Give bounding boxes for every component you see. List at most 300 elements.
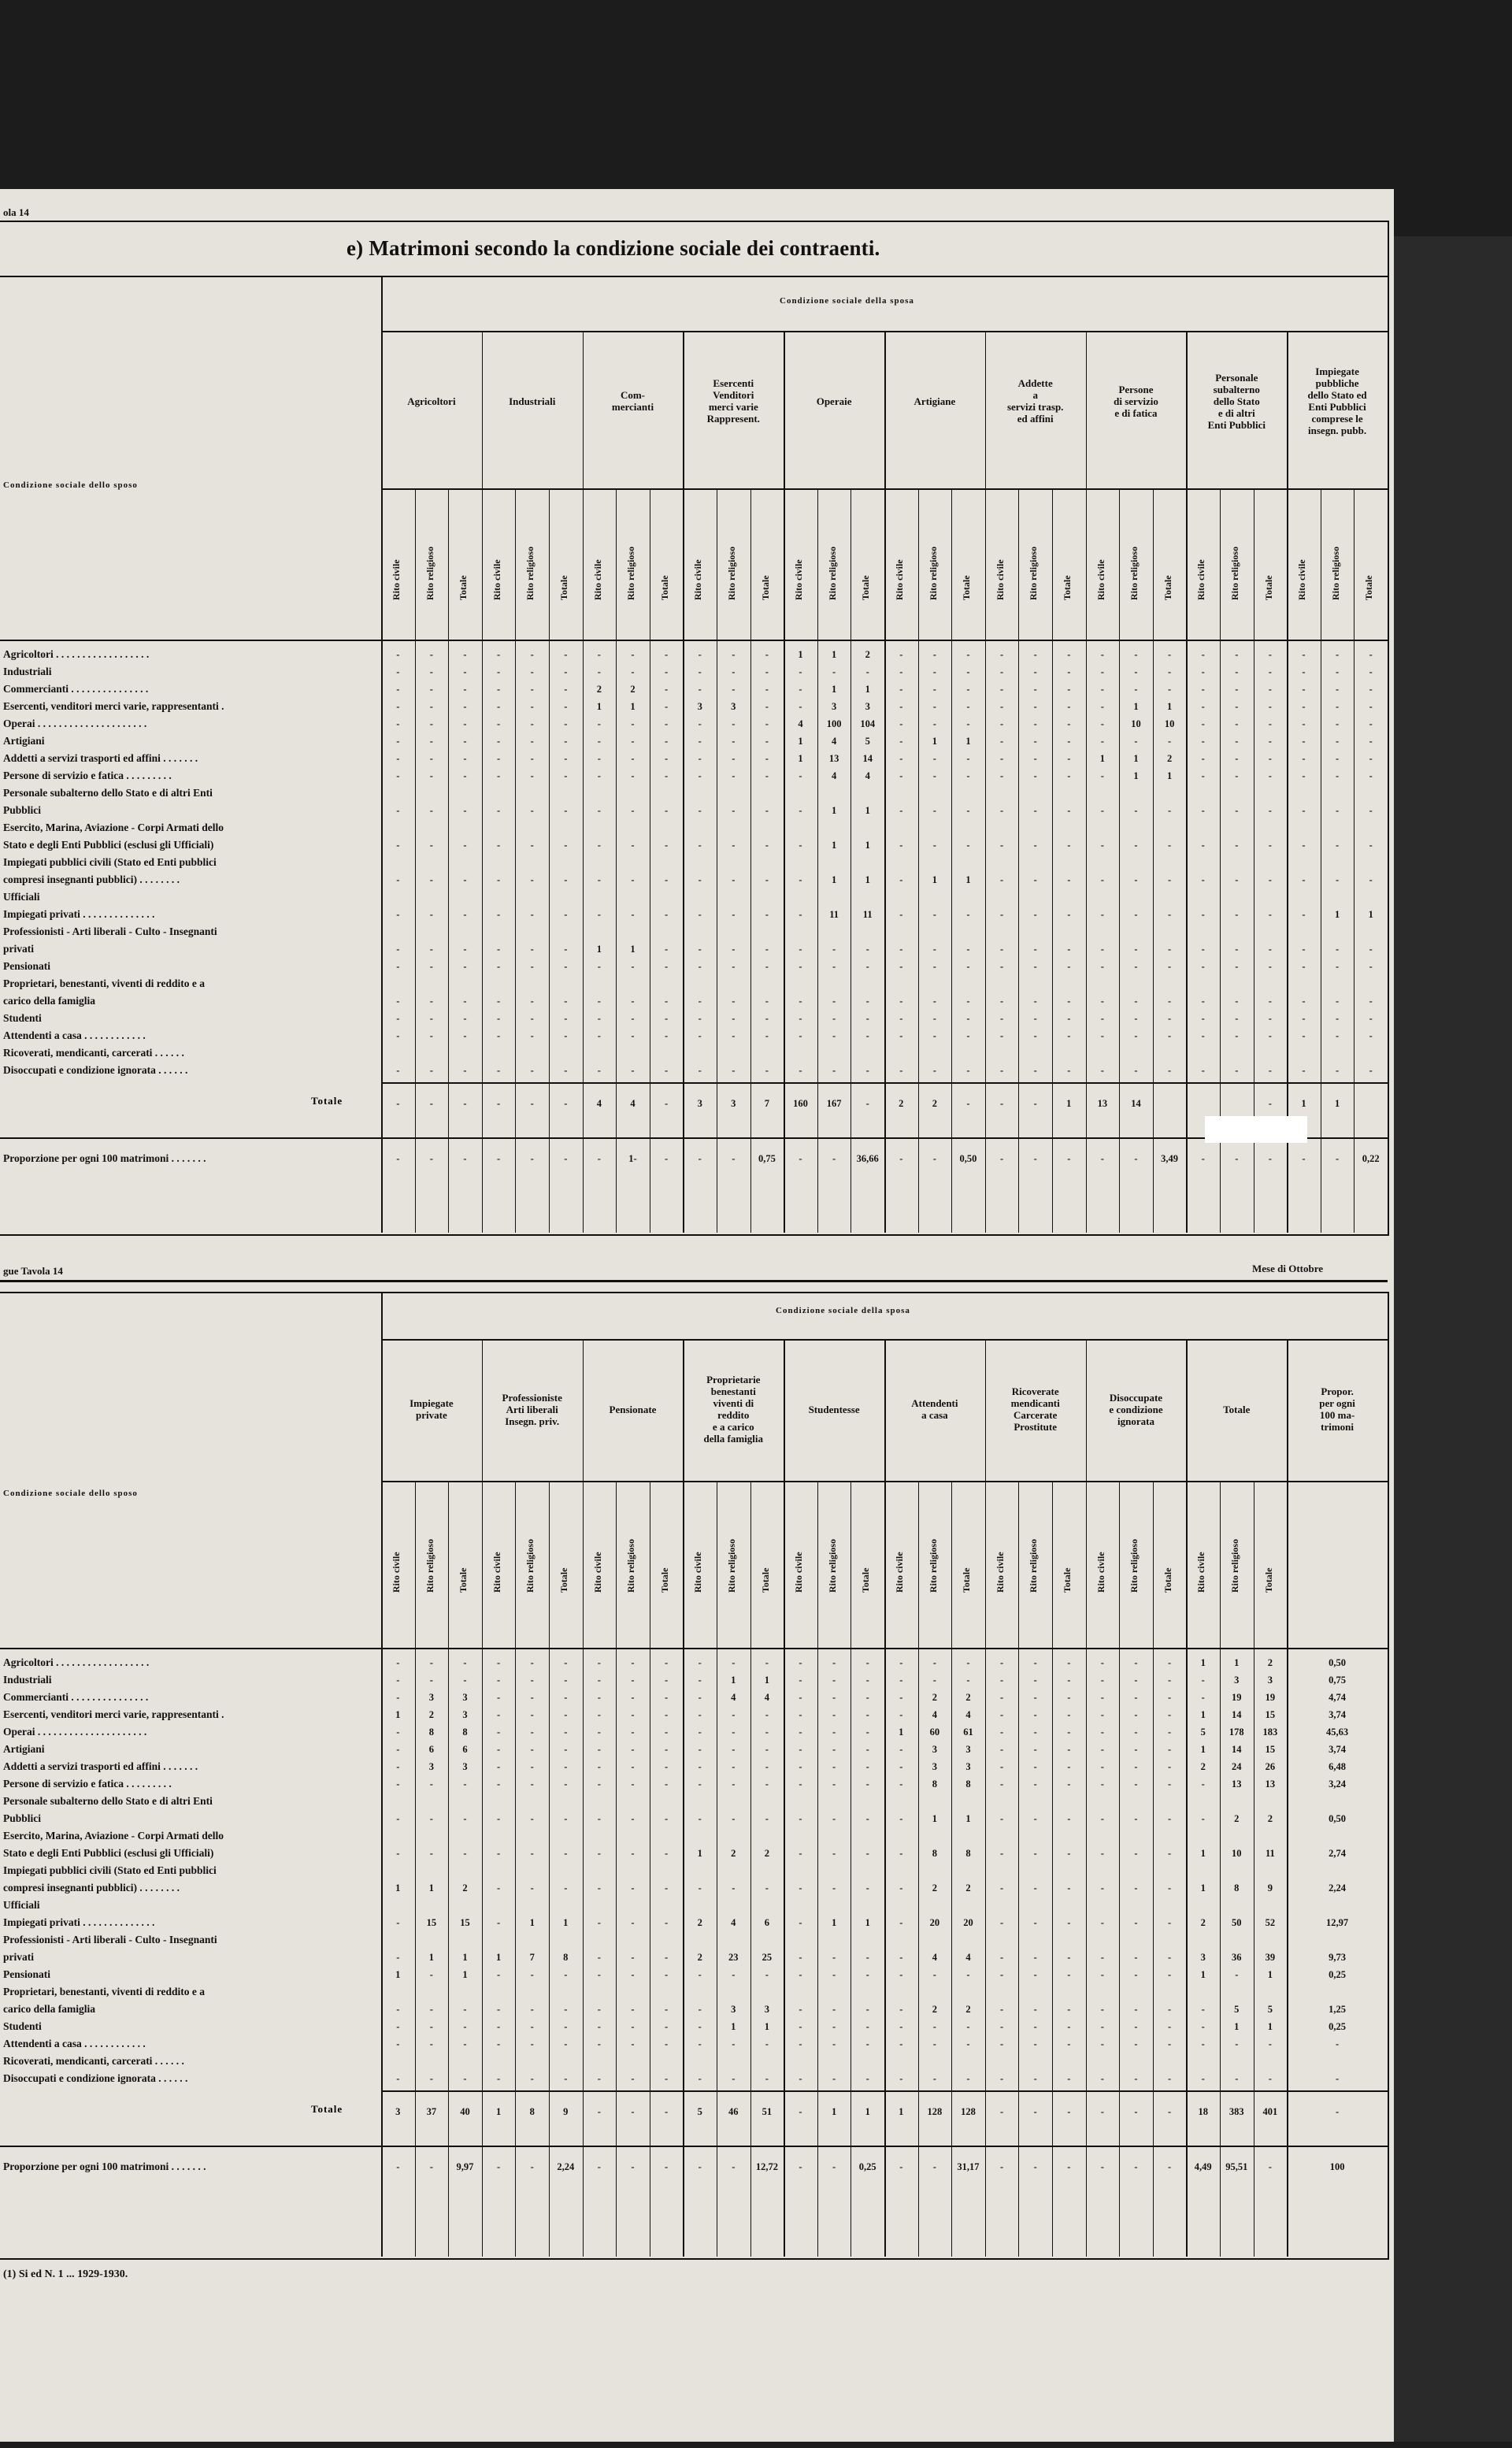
table-cell: -	[1235, 718, 1239, 729]
table-cell: -	[799, 1952, 802, 1963]
table-cell: -	[564, 770, 568, 781]
table-cell: 4	[831, 736, 837, 747]
table-cell: -	[463, 1657, 467, 1668]
proportion-cell: -	[1000, 2161, 1004, 2172]
table-cell: -	[1268, 840, 1272, 851]
table-cell: -	[1201, 684, 1205, 695]
table-cell: -	[1168, 1813, 1172, 1824]
table-cell: -	[865, 961, 869, 972]
table-cell: -	[564, 1969, 568, 1980]
table-cell: -	[597, 1744, 601, 1755]
table-cell: -	[1235, 1030, 1239, 1041]
table-cell: -	[1168, 1969, 1172, 1980]
table-cell: -	[899, 1761, 903, 1772]
table-cell: 1,25	[1329, 2004, 1347, 2015]
table-cell: -	[1134, 996, 1138, 1007]
table-cell: 15	[1265, 1709, 1276, 1720]
rule	[1052, 488, 1053, 1233]
table-cell: -	[1168, 1727, 1172, 1738]
table-cell: 1	[1200, 1744, 1206, 1755]
table-cell: -	[497, 1727, 501, 1738]
table-cell: -	[765, 996, 769, 1007]
table-cell: -	[1268, 1013, 1272, 1024]
table-cell: -	[1168, 666, 1172, 677]
table-cell: -	[1033, 874, 1037, 885]
table-cell: -	[665, 1744, 669, 1755]
table-cell: -	[1336, 718, 1340, 729]
table-cell: -	[1067, 1727, 1071, 1738]
table-cell: -	[1100, 649, 1104, 660]
table-cell: -	[698, 2073, 702, 2084]
table-cell: 20	[929, 1917, 940, 1928]
subcolumn-label: Totale	[658, 575, 670, 600]
rule	[850, 1481, 851, 2257]
subcolumn-label: Totale	[1162, 575, 1173, 600]
row-label: Addetti a servizi trasporti ed affini . . . . . . .	[3, 1760, 198, 1772]
table-cell: -	[597, 1709, 601, 1720]
table-cell: -	[463, 805, 467, 816]
proportion-cell: 3,49	[1161, 1153, 1179, 1164]
row-label: Persone di servizio e fatica . . . . . . . . .	[3, 770, 172, 781]
table-cell: -	[1000, 1013, 1004, 1024]
rule	[1018, 488, 1019, 1233]
table-cell: -	[530, 684, 534, 695]
table-cell: -	[799, 2038, 802, 2049]
table-cell: 25	[762, 1952, 773, 1963]
row-label: carico della famiglia	[3, 995, 95, 1007]
table-cell: 1	[965, 874, 971, 885]
table-cell: -	[1134, 1030, 1138, 1041]
subcolumn-label: Rito civile	[793, 1552, 805, 1593]
table-cell: -	[429, 1013, 433, 1024]
table-cell: -	[698, 666, 702, 677]
table-cell: -	[1134, 2004, 1138, 2015]
total-cell: -	[1000, 2106, 1004, 2117]
table-cell: -	[497, 2021, 501, 2032]
table-cell: -	[564, 1013, 568, 1024]
table-cell: 1	[764, 1675, 770, 1686]
table-cell: -	[966, 684, 970, 695]
subcolumn-label: Rito religioso	[1028, 546, 1040, 600]
table-cell: -	[1067, 770, 1071, 781]
table-cell: -	[966, 1013, 970, 1024]
table-cell: -	[1067, 1744, 1071, 1755]
proportion-cell: -	[1033, 1153, 1037, 1164]
table-cell: -	[1302, 770, 1306, 781]
table-cell: -	[966, 1969, 970, 1980]
table-cell: -	[1100, 805, 1104, 816]
table-cell: -	[765, 2038, 769, 2049]
table-cell: -	[497, 701, 501, 712]
table-cell: -	[564, 736, 568, 747]
table-cell: -	[732, 1969, 736, 1980]
table-cell: -	[732, 770, 736, 781]
table-cell: -	[497, 2004, 501, 2015]
table-cell: -	[631, 1779, 635, 1790]
total-cell: 128	[927, 2106, 943, 2117]
table-cell: -	[665, 840, 669, 851]
table-cell: -	[429, 909, 433, 920]
table-cell: -	[1033, 805, 1037, 816]
table-cell: -	[1100, 2004, 1104, 2015]
table-cell: 2	[965, 1882, 971, 1893]
table-cell: -	[497, 1657, 501, 1668]
total-cell: 40	[460, 2106, 470, 2117]
proportion-cell: -	[698, 2161, 702, 2172]
table-cell: -	[899, 1848, 903, 1859]
table-cell: -	[832, 1675, 836, 1686]
subcolumn-label: Rito civile	[793, 559, 805, 600]
table-cell: -	[396, 1779, 400, 1790]
group-header: Addette a servizi trasp. ed affini	[1006, 377, 1064, 425]
table-cell: -	[732, 1013, 736, 1024]
table-cell: 3	[428, 1761, 435, 1772]
table-cell: -	[1369, 944, 1373, 955]
table-cell: -	[698, 1969, 702, 1980]
table-cell: -	[631, 666, 635, 677]
table-cell: -	[1235, 1065, 1239, 1076]
subcolumn-label: Totale	[658, 1567, 670, 1593]
table-cell: -	[832, 1848, 836, 1859]
table-cell: -	[1134, 2073, 1138, 2084]
proportion-cell: -	[564, 1153, 568, 1164]
total-cell: 2	[932, 1098, 938, 1109]
table-cell: -	[530, 1727, 534, 1738]
proportion-cell: 4,49	[1194, 2161, 1212, 2172]
rule	[0, 640, 1388, 641]
table-cell: -	[899, 1917, 903, 1928]
subcolumn-label: Rito religioso	[1229, 546, 1240, 600]
table-cell: 3	[731, 701, 736, 712]
table-cell: -	[966, 961, 970, 972]
table-cell: -	[1302, 753, 1306, 764]
table-cell: -	[899, 1692, 903, 1703]
row-label: Artigiani	[3, 735, 45, 747]
table-cell: 2	[932, 2004, 938, 2015]
table-cell: -	[865, 1848, 869, 1859]
table-cell: -	[1168, 874, 1172, 885]
proportion-cell: -	[1134, 2161, 1138, 2172]
table-cell: -	[597, 840, 601, 851]
proportion-cell: -	[530, 1153, 534, 1164]
table-cell: -	[732, 1709, 736, 1720]
table-cell: -	[899, 1744, 903, 1755]
table-cell: -	[732, 2073, 736, 2084]
table-cell: -	[1033, 1813, 1037, 1824]
group-header: Attendenti a casa	[911, 1397, 958, 1421]
table-cell: 1	[932, 874, 938, 885]
table-cell: -	[765, 1761, 769, 1772]
table-cell: -	[899, 909, 903, 920]
table-cell: -	[530, 2038, 534, 2049]
table-cell: -	[1168, 1013, 1172, 1024]
table-cell: -	[765, 701, 769, 712]
table-cell: -	[899, 770, 903, 781]
total-cell: 51	[762, 2106, 773, 2117]
row-label: Professionisti - Arti liberali - Culto - Insegnanti	[3, 1934, 217, 1945]
table-cell: 3,74	[1329, 1709, 1347, 1720]
table-cell: -	[497, 718, 501, 729]
table-cell: 4	[965, 1709, 971, 1720]
table-cell: -	[698, 770, 702, 781]
table-cell: 2	[1234, 1813, 1240, 1824]
table-cell: 8	[965, 1848, 971, 1859]
table-cell: -	[865, 2004, 869, 2015]
table-cell: -	[429, 2073, 433, 2084]
corner-label-top: ola 14	[3, 206, 29, 218]
group-header: Impiegate private	[410, 1397, 454, 1421]
table-cell: -	[932, 2038, 936, 2049]
table-cell: -	[564, 649, 568, 660]
table-cell: -	[1033, 1848, 1037, 1859]
table-cell: -	[966, 753, 970, 764]
row-label: Addetti a servizi trasporti ed affini . . . . . . .	[3, 752, 198, 764]
table-cell: -	[1067, 666, 1071, 677]
table-cell: -	[899, 840, 903, 851]
table-cell: 2	[1267, 1813, 1273, 1824]
table-cell: -	[1369, 736, 1373, 747]
table-cell: -	[1201, 1675, 1205, 1686]
table-cell: 1	[1200, 1709, 1206, 1720]
table-cell: -	[1201, 736, 1205, 747]
table-cell: -	[665, 2021, 669, 2032]
table-cell: -	[765, 684, 769, 695]
row-label: Esercenti, venditori merci varie, rappresentanti .	[3, 1708, 224, 1720]
total-cell: 46	[728, 2106, 739, 2117]
total-cell	[1221, 1095, 1253, 1112]
table-cell: 45,63	[1326, 1727, 1349, 1738]
table-cell: -	[463, 2021, 467, 2032]
table-cell: -	[698, 1727, 702, 1738]
table-cell: -	[1268, 649, 1272, 660]
table-cell: 15	[426, 1917, 437, 1928]
row-label: Studenti	[3, 1012, 42, 1024]
total-cell: 2	[899, 1098, 904, 1109]
table-cell: -	[1369, 666, 1373, 677]
table-cell: -	[1134, 874, 1138, 885]
table-cell: -	[665, 996, 669, 1007]
row-label: Industriali	[3, 666, 52, 677]
proportion-cell: -	[1168, 2161, 1172, 2172]
table-cell: -	[1067, 1761, 1071, 1772]
table-cell: -	[1201, 1692, 1205, 1703]
table-cell: -	[732, 1065, 736, 1076]
table-cell: -	[1369, 1013, 1373, 1024]
totals-label: Totale	[311, 2103, 343, 2115]
table-cell: -	[765, 666, 769, 677]
table-cell: -	[1100, 1709, 1104, 1720]
group-header: Industriali	[509, 395, 556, 407]
table-cell: -	[1033, 1779, 1037, 1790]
table-cell: -	[665, 874, 669, 885]
table-cell: 3	[831, 701, 837, 712]
total-cell: -	[631, 2106, 635, 2117]
table-cell: 26	[1265, 1761, 1276, 1772]
table-cell: 1	[1200, 1882, 1206, 1893]
table-cell: -	[966, 666, 970, 677]
table-cell: -	[799, 1657, 802, 1668]
table-cell: -	[698, 961, 702, 972]
total-cell: 7	[764, 1098, 770, 1109]
table-cell: -	[631, 2038, 635, 2049]
table-cell: -	[463, 840, 467, 851]
table-cell: -	[396, 2073, 400, 2084]
table-cell: -	[1000, 649, 1004, 660]
group-header: Ricoverate mendicanti Carcerate Prostitute	[1010, 1385, 1060, 1433]
row-label: Personale subalterno dello Stato e di altri Enti	[3, 787, 213, 799]
row-label: Artigiani	[3, 1743, 45, 1755]
total-cell: -	[1168, 2106, 1172, 2117]
table-cell: 2	[965, 1692, 971, 1703]
table-cell: -	[1268, 909, 1272, 920]
table-cell: 15	[1265, 1744, 1276, 1755]
table-cell: -	[1201, 1013, 1205, 1024]
table-cell: 2	[865, 649, 870, 660]
table-cell: 24	[1232, 1761, 1242, 1772]
table-cell: -	[429, 874, 433, 885]
table-cell: -	[1033, 1065, 1037, 1076]
table-cell: -	[1168, 2004, 1172, 2015]
table-cell: -	[530, 1657, 534, 1668]
table-cell: -	[497, 1744, 501, 1755]
table-cell: -	[429, 1030, 433, 1041]
table-cell: -	[1268, 961, 1272, 972]
table-cell: -	[865, 2021, 869, 2032]
group-header: Persone di servizio e di fatica	[1114, 383, 1158, 419]
table-cell: 1	[697, 1848, 702, 1859]
table-cell: 2,24	[1329, 1882, 1347, 1893]
table-cell: -	[631, 961, 635, 972]
table-cell: 104	[860, 718, 876, 729]
table-cell: 1	[630, 701, 636, 712]
proportion-label: Proporzione per ogni 100 matrimoni . . . . . . .	[3, 1152, 206, 1164]
subcolumn-label: Rito civile	[894, 559, 905, 600]
table-cell: -	[1302, 805, 1306, 816]
table-cell: -	[1235, 684, 1239, 695]
rule	[616, 488, 617, 1233]
table-cell: -	[1201, 2004, 1205, 2015]
row-label: Esercenti, venditori merci varie, rappresentanti .	[3, 700, 224, 712]
table-cell: 14	[862, 753, 873, 764]
rule	[1153, 1481, 1154, 2257]
table-cell: -	[463, 2004, 467, 2015]
table-cell: -	[1201, 666, 1205, 677]
total-cell: 1	[899, 2106, 904, 2117]
table-cell: -	[1067, 1657, 1071, 1668]
table-cell: -	[1100, 1969, 1104, 1980]
table-cell: -	[1201, 805, 1205, 816]
table-cell: -	[1336, 840, 1340, 851]
table-cell: -	[530, 1675, 534, 1686]
table-cell: -	[1369, 770, 1373, 781]
table-cell: 3,24	[1329, 1779, 1347, 1790]
table-cell: -	[497, 1969, 501, 1980]
table-cell: -	[1033, 736, 1037, 747]
table-cell: -	[1000, 1030, 1004, 1041]
proportion-cell: -	[1134, 1153, 1138, 1164]
table-cell: -	[932, 718, 936, 729]
table-cell: -	[1302, 874, 1306, 885]
total-cell: 13	[1097, 1098, 1108, 1109]
table-cell: -	[597, 736, 601, 747]
proportion-cell: -	[396, 1153, 400, 1164]
table-cell: -	[1235, 996, 1239, 1007]
row-label: Pensionati	[3, 1968, 51, 1980]
table-cell: -	[1134, 1761, 1138, 1772]
table-cell: -	[631, 2021, 635, 2032]
table-cell: -	[631, 1065, 635, 1076]
table-cell: -	[765, 736, 769, 747]
table-cell: -	[1336, 753, 1340, 764]
table-cell: -	[966, 1065, 970, 1076]
table-cell: -	[1033, 718, 1037, 729]
table-cell: -	[1033, 1657, 1037, 1668]
table-cell: 19	[1265, 1692, 1276, 1703]
table-cell: -	[396, 996, 400, 1007]
table-cell: -	[631, 1744, 635, 1755]
table-cell: -	[1235, 944, 1239, 955]
table-cell: -	[966, 649, 970, 660]
table-cell: -	[429, 2021, 433, 2032]
table-cell: -	[765, 1657, 769, 1668]
table-cell: -	[966, 996, 970, 1007]
table-cell: -	[1369, 874, 1373, 885]
groom-header-2: Condizione sociale dello sposo	[3, 1489, 138, 1498]
table-cell: -	[497, 753, 501, 764]
table-cell: -	[396, 770, 400, 781]
table-cell: -	[899, 736, 903, 747]
table-cell: 1	[529, 1917, 535, 1928]
table-cell: -	[463, 666, 467, 677]
total-cell: 401	[1262, 2106, 1278, 2117]
table-cell: -	[698, 649, 702, 660]
total-cell: 4	[596, 1098, 602, 1109]
table-cell: -	[1000, 1675, 1004, 1686]
table-cell: -	[429, 961, 433, 972]
table-cell: -	[1033, 909, 1037, 920]
subcolumn-label: Totale	[759, 575, 771, 600]
proportion-cell: 0,50	[959, 1153, 977, 1164]
table-cell: 8	[563, 1952, 569, 1963]
table-cell: 1	[932, 1813, 938, 1824]
table-cell: -	[1100, 684, 1104, 695]
table-cell: -	[1134, 961, 1138, 972]
row-label: Agricoltori . . . . . . . . . . . . . . . . . .	[3, 648, 150, 660]
table-cell: -	[698, 2038, 702, 2049]
table-cell: -	[1336, 701, 1340, 712]
table-cell: -	[429, 649, 433, 660]
table-cell: -	[429, 701, 433, 712]
table-cell: -	[396, 1727, 400, 1738]
groom-header-1: Condizione sociale dello sposo	[3, 480, 138, 490]
table-cell: 6	[428, 1744, 435, 1755]
proportion-cell: -	[899, 2161, 903, 2172]
table-cell: -	[1100, 1727, 1104, 1738]
table-cell: 1	[865, 805, 870, 816]
total-cell: 3	[395, 2106, 401, 2117]
table-cell: 8	[462, 1727, 468, 1738]
row-label: carico della famiglia	[3, 2003, 95, 2015]
table-cell: -	[698, 1692, 702, 1703]
table-cell: -	[396, 961, 400, 972]
table-cell: -	[799, 1917, 802, 1928]
table-cell: -	[832, 1779, 836, 1790]
group-header: Operaie	[816, 395, 852, 407]
table-cell: -	[899, 1813, 903, 1824]
table-cell: -	[1168, 1065, 1172, 1076]
table-cell: -	[631, 1657, 635, 1668]
table-cell: -	[1302, 1030, 1306, 1041]
